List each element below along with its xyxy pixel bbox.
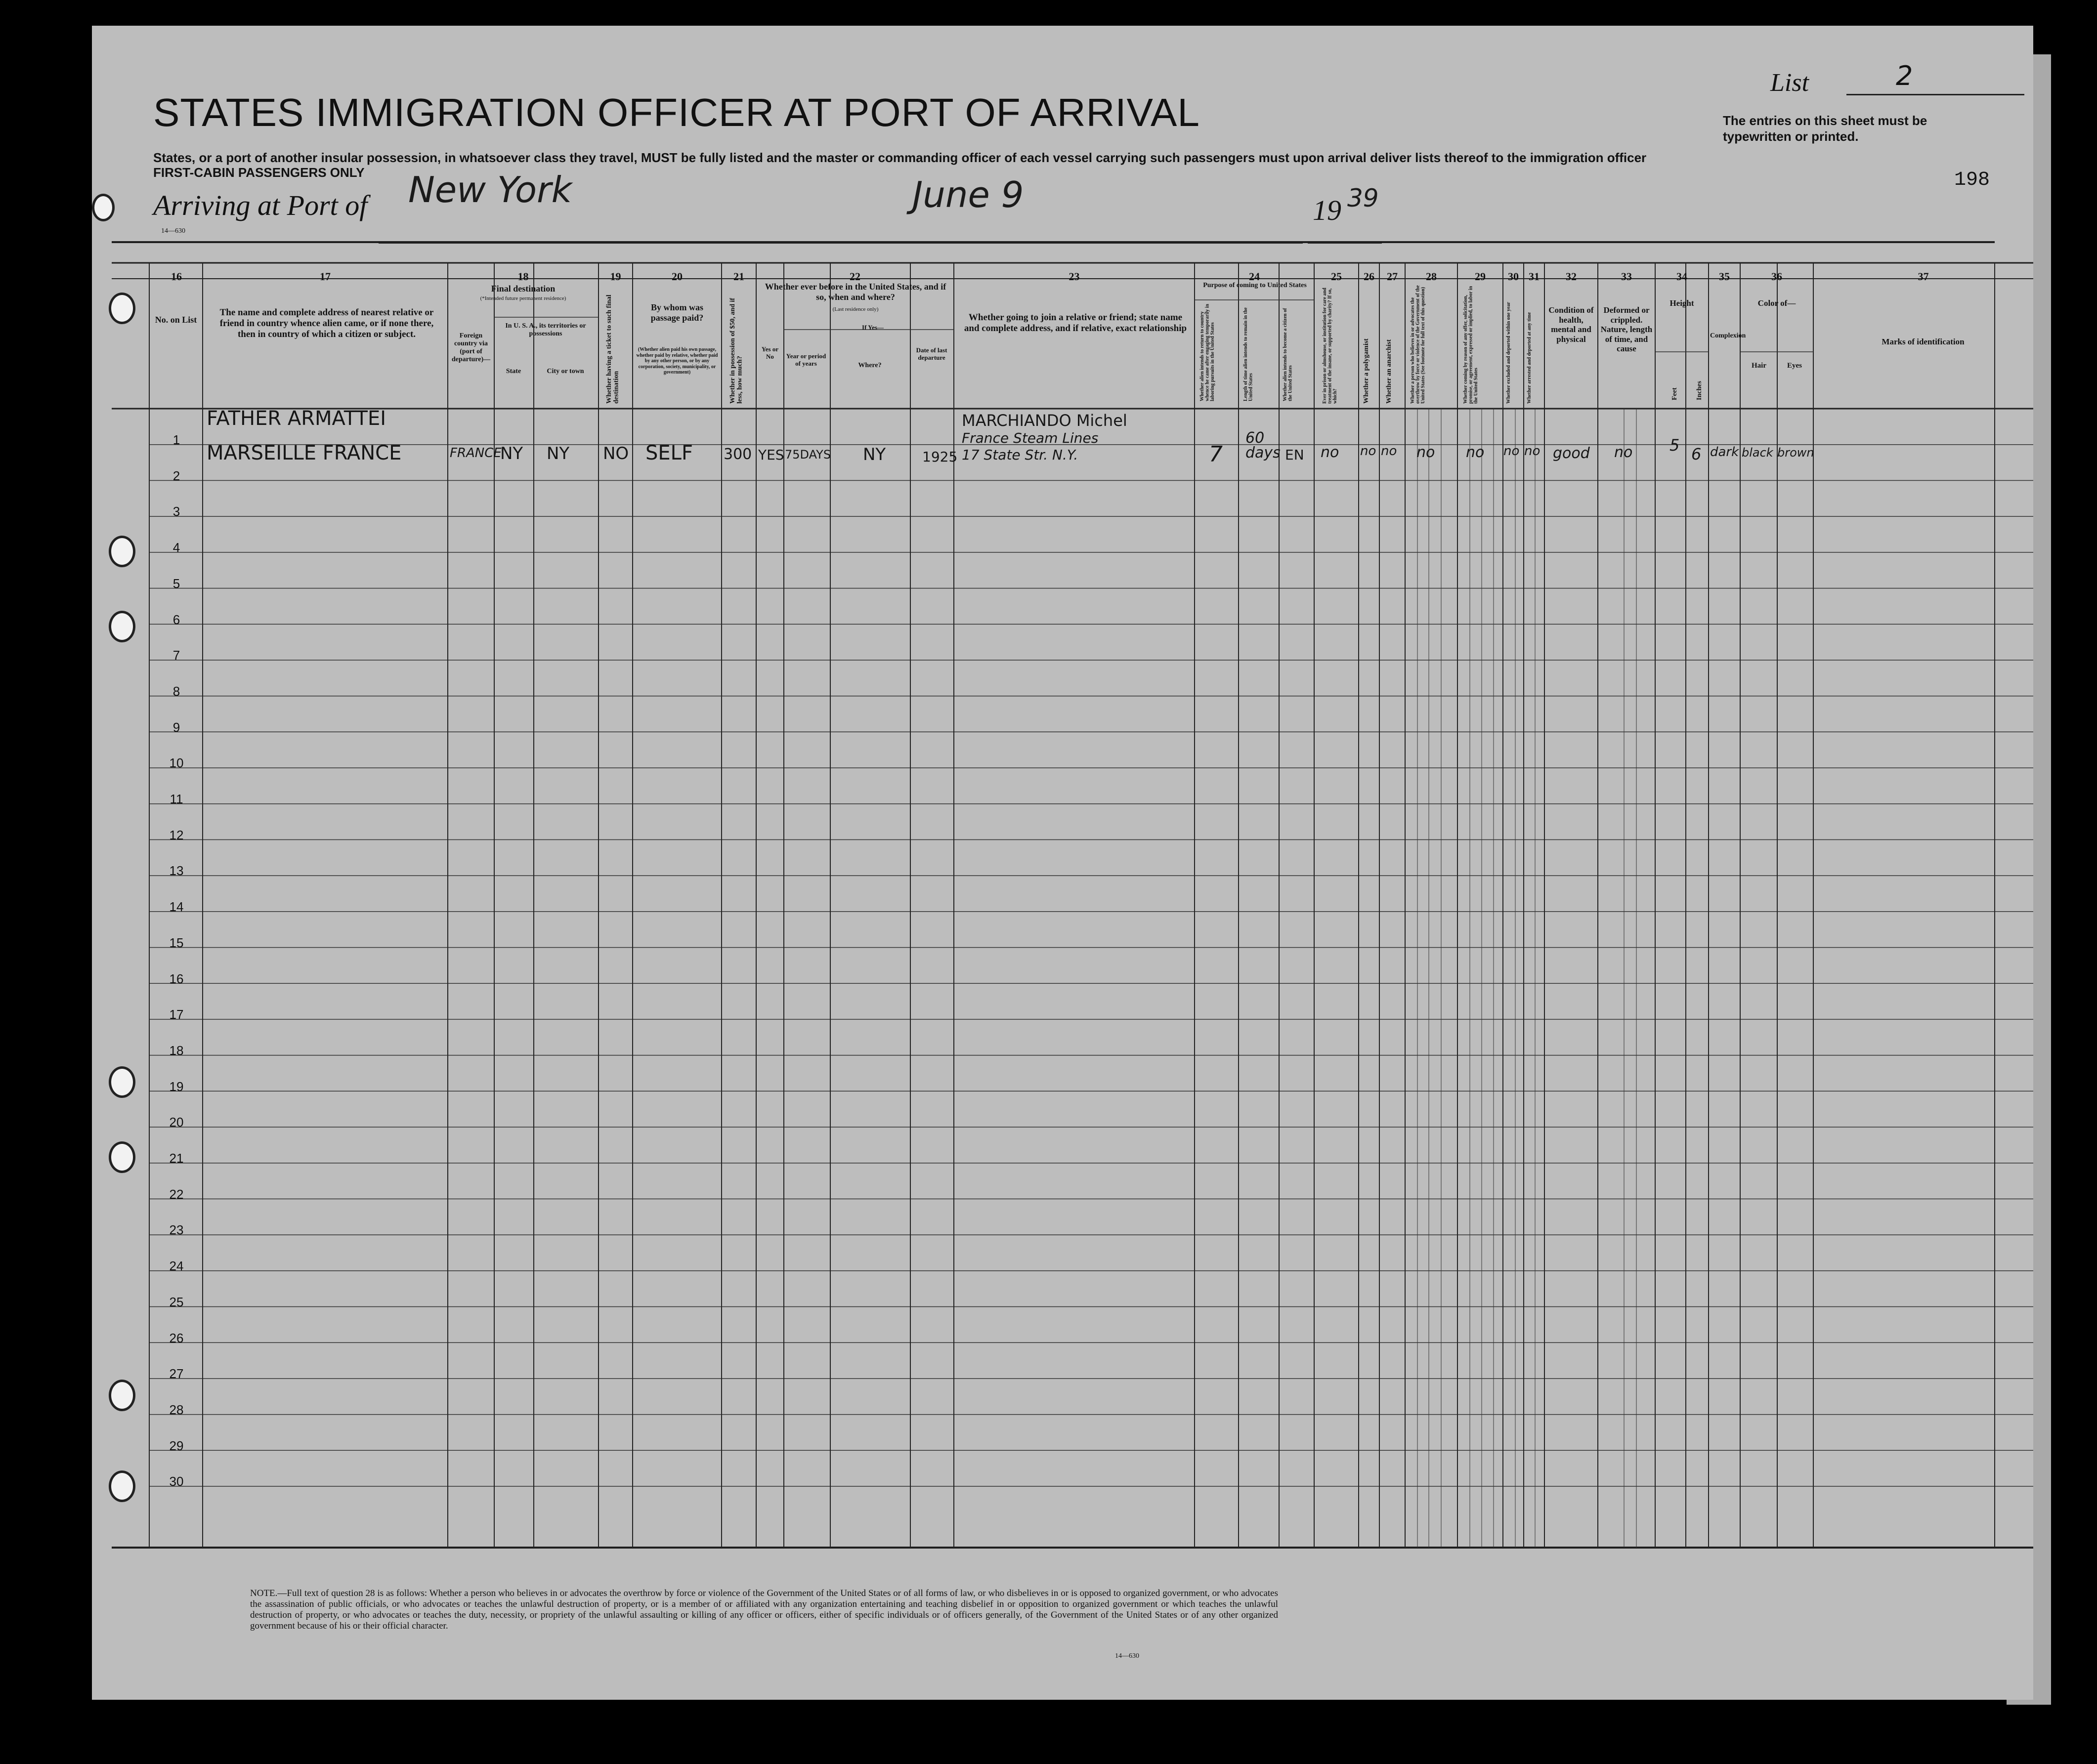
entry-citizen: EN bbox=[1285, 447, 1304, 463]
page-number: 198 bbox=[1954, 169, 1990, 191]
header-hair: Hair bbox=[1752, 362, 1766, 370]
header-ticket: Whether having a ticket to such final destination bbox=[605, 294, 620, 404]
header-health: Condition of health, mental and physical bbox=[1548, 305, 1594, 344]
header-where: Where? bbox=[858, 362, 882, 369]
row-number: 14 bbox=[169, 899, 184, 915]
row-number: 23 bbox=[169, 1222, 184, 1238]
col-number-32: 32 bbox=[1566, 270, 1577, 283]
row-number: 22 bbox=[169, 1186, 184, 1202]
row-number: 28 bbox=[169, 1402, 184, 1417]
header-joining: Whether going to join a relative or friend; state name and complete address, and if relative, exact relationship bbox=[964, 312, 1187, 334]
row-number: 25 bbox=[169, 1294, 184, 1309]
entries-note: The entries on this sheet must be typewritten or printed. bbox=[1723, 113, 1927, 144]
header-feet: Feet bbox=[1671, 387, 1678, 400]
row-number: 26 bbox=[169, 1330, 184, 1345]
entry-before-in-us: YES bbox=[758, 447, 784, 463]
header-overthrow: Whether a person who believes in or advocates the overthrow by force or violence of the Government of the United States (See footnote for full text of this question) bbox=[1410, 285, 1426, 404]
entry-last-departure: 1925 bbox=[922, 449, 958, 465]
header-money: Whether in possession of $50, and if less, how much? bbox=[729, 297, 744, 404]
header-last-departure: Date of last departure bbox=[916, 346, 947, 361]
header-city: City or town bbox=[547, 368, 584, 375]
col-number-17: 17 bbox=[320, 270, 331, 283]
entry-joining-line2: France Steam Lines bbox=[962, 430, 1099, 446]
entry-anarchist: no bbox=[1381, 444, 1397, 459]
header-prison: Ever in prison or almshouse, or institution for care and treatment of the insane, or supported by charity? If so, which? bbox=[1322, 288, 1338, 404]
entry-passage-paid: SELF bbox=[645, 442, 693, 464]
entry-arrested: no bbox=[1524, 444, 1541, 459]
col-number-31: 31 bbox=[1529, 270, 1540, 283]
entry-where: NY bbox=[863, 445, 886, 464]
entry-joining-line1: MARCHIANDO Michel bbox=[962, 411, 1127, 430]
row-number: 7 bbox=[172, 648, 180, 663]
header-arrested: Whether arrested and deported at any time bbox=[1527, 312, 1532, 404]
col-number-26: 26 bbox=[1364, 270, 1374, 283]
header-state: State bbox=[506, 368, 521, 375]
header-length-of-stay: Length of time alien intends to remain in the United States bbox=[1243, 307, 1254, 401]
row-number: 5 bbox=[172, 576, 180, 591]
col-number-35: 35 bbox=[1719, 270, 1730, 283]
header-period: Year or period of years bbox=[786, 352, 826, 367]
header-usa: In U. S. A., its territories or possessions bbox=[505, 322, 586, 338]
entry-overthrow: no bbox=[1416, 444, 1435, 461]
row-number: 30 bbox=[169, 1474, 184, 1489]
row-number: 16 bbox=[169, 971, 184, 986]
col-number-22: 22 bbox=[850, 270, 860, 283]
entry-complexion: dark bbox=[1710, 445, 1739, 460]
row-number: 2 bbox=[172, 468, 180, 483]
entry-prison: no bbox=[1321, 444, 1339, 461]
header-passage-paid-note: (Whether alien paid his own passage, whether paid by relative, whether paid by any other person, or by any corporation, society, municipality, or government) bbox=[636, 347, 718, 375]
year-prefix: 19 bbox=[1313, 194, 1341, 226]
arrival-date: June 9 bbox=[912, 174, 1024, 215]
row-number: 10 bbox=[169, 756, 184, 771]
page-title: STATES IMMIGRATION OFFICER AT PORT OF ARRIVAL bbox=[153, 90, 1200, 134]
row-number: 8 bbox=[172, 683, 180, 699]
manifest-sheet bbox=[92, 26, 2033, 1700]
entry-state: NY bbox=[500, 444, 523, 463]
entry-relative-line2: MARSEILLE FRANCE bbox=[207, 442, 402, 464]
col-number-29: 29 bbox=[1475, 270, 1486, 283]
entry-purpose: 7 bbox=[1209, 442, 1223, 467]
col-number-19: 19 bbox=[610, 270, 621, 283]
header-eyes: Eyes bbox=[1787, 362, 1802, 370]
header-ever-before: Whether ever before in the United States, and if so, when and where? bbox=[765, 282, 946, 302]
row-number: 4 bbox=[172, 540, 180, 555]
list-number: 2 bbox=[1896, 60, 1913, 91]
row-number: 27 bbox=[169, 1366, 184, 1382]
list-label: List bbox=[1770, 69, 1809, 97]
row-number: 19 bbox=[169, 1079, 184, 1094]
col-number-27: 27 bbox=[1387, 270, 1398, 283]
col-number-36: 36 bbox=[1771, 270, 1782, 283]
row-number: 12 bbox=[169, 827, 184, 842]
entry-relative-line1: FATHER ARMATTEI bbox=[207, 407, 386, 430]
row-number: 21 bbox=[169, 1151, 184, 1166]
entry-inches: 6 bbox=[1691, 445, 1702, 463]
header-color-of: Color of— bbox=[1757, 298, 1796, 308]
header-complexion: Complexion bbox=[1710, 332, 1746, 339]
col-number-28: 28 bbox=[1426, 270, 1437, 283]
arriving-label: Arriving at Port of bbox=[153, 189, 368, 221]
entry-hair: black bbox=[1742, 446, 1773, 460]
entry-health: good bbox=[1553, 445, 1590, 462]
header-become-citizen: Whether alien intends to become a citizen of the United States bbox=[1283, 308, 1293, 401]
col-number-25: 25 bbox=[1331, 270, 1342, 283]
entry-joining-line3: 17 State Str. N.Y. bbox=[962, 447, 1078, 463]
header-labor-offer: Whether coming by reason of any offer, solicitation, promise, or agreement, expressed or implied, to labor in the United States bbox=[1463, 286, 1479, 404]
header-yes-no: Yes or No bbox=[761, 345, 779, 360]
header-inches: Inches bbox=[1696, 381, 1703, 400]
form-code: 14—630 bbox=[161, 227, 185, 235]
row-number: 1 bbox=[172, 432, 180, 447]
col-number-34: 34 bbox=[1676, 270, 1687, 283]
entry-feet: 5 bbox=[1669, 436, 1680, 455]
row-number: 20 bbox=[169, 1115, 184, 1130]
entry-ticket: NO bbox=[603, 444, 629, 463]
header-purpose: Purpose of coming to United States bbox=[1203, 282, 1307, 289]
entry-money: 300 bbox=[724, 446, 752, 463]
header-purpose-return: Whether alien intends to return to country whence he came after engaging temporarily in laboring pursuits in the United States bbox=[1199, 304, 1215, 401]
col-number-33: 33 bbox=[1621, 270, 1632, 283]
row-number: 18 bbox=[169, 1043, 184, 1058]
entry-eyes: brown bbox=[1777, 446, 1814, 460]
row-number: 29 bbox=[169, 1438, 184, 1453]
footnote: NOTE.—Full text of question 28 is as follows: Whether a person who believes in or advocates the overthrow by force or violence of the Government of the United States or of all forms of law, or who disbelieves in or is opposed to organized government, or who advocates the assassination of public officials, or who advocates or teaches the unlawful destruction of property, or is a member of or affiliated with any organization entertaining and teaching disbelief in or opposition to organized government or which teaches the unlawful destruction of property, or who advocates or teaches the duty, necessity, or propriety of the unlawful assaulting or killing of any officer or officers, either of specific individuals or of officers generally, of the Government of the United States or of any other organized government because of his or their official character. bbox=[250, 1588, 1278, 1631]
col-number-20: 20 bbox=[672, 270, 683, 283]
header-anarchist: Whether an anarchist bbox=[1385, 339, 1393, 404]
entry-excluded: no bbox=[1503, 444, 1520, 459]
entry-length-of-stay: 60 days bbox=[1245, 429, 1281, 462]
col-number-23: 23 bbox=[1069, 270, 1080, 283]
col-number-30: 30 bbox=[1508, 270, 1519, 283]
entry-polygamist: no bbox=[1360, 444, 1376, 459]
row-number: 9 bbox=[172, 719, 180, 735]
header-no-on-list: No. on List bbox=[155, 315, 197, 325]
header-nearest-relative: The name and complete address of nearest relative or friend in country whence alien came, or if none there, then in country of which a citizen or subject. bbox=[219, 307, 434, 339]
header-foreign-country: Foreign country via (port of departure)— bbox=[451, 332, 491, 364]
header-ever-before-note: (Last residence only) bbox=[832, 306, 879, 312]
header-if-yes: If Yes— bbox=[862, 324, 884, 331]
header-height: Height bbox=[1669, 298, 1694, 308]
entry-city: NY bbox=[547, 444, 570, 463]
col-number-37: 37 bbox=[1918, 270, 1929, 283]
col-number-16: 16 bbox=[171, 270, 182, 283]
port-name: New York bbox=[408, 169, 572, 210]
header-final-destination-note: (*Intended future permanent residence) bbox=[480, 295, 566, 301]
entry-deformed: no bbox=[1614, 444, 1633, 461]
instructions-line: States, or a port of another insular possession, in whatsoever class they travel, MUST be fully listed and the master or commanding officer of each vessel carrying such passengers must upon arrival deliver lists thereof to the immigration officer bbox=[153, 150, 1647, 165]
col-number-21: 21 bbox=[733, 270, 744, 283]
row-number: 13 bbox=[169, 863, 184, 879]
entry-foreign-country: FRANCE bbox=[450, 446, 502, 461]
footer-form-code: 14—630 bbox=[1115, 1652, 1139, 1660]
header-passage-paid: By whom was passage paid? bbox=[650, 302, 704, 323]
col-number-24: 24 bbox=[1249, 270, 1260, 283]
header-final-destination: Final destination bbox=[491, 284, 556, 294]
header-marks: Marks of identification bbox=[1882, 337, 1965, 346]
row-number: 11 bbox=[170, 792, 183, 806]
col-number-18: 18 bbox=[517, 270, 529, 283]
row-number: 17 bbox=[169, 1007, 184, 1022]
row-number: 15 bbox=[169, 935, 184, 950]
header-excluded: Whether excluded and deported within one year bbox=[1506, 302, 1511, 404]
entry-period: 75DAYS bbox=[785, 448, 831, 462]
entry-labor-offer: no bbox=[1466, 444, 1485, 461]
cabin-class-label: FIRST-CABIN PASSENGERS ONLY bbox=[153, 165, 365, 180]
row-number: 24 bbox=[169, 1259, 184, 1274]
row-number: 3 bbox=[172, 504, 180, 519]
header-deformed: Deformed or crippled. Nature, length of time, and cause bbox=[1600, 305, 1653, 354]
row-number: 6 bbox=[172, 612, 180, 627]
header-polygamist: Whether a polygamist bbox=[1363, 338, 1370, 404]
year-suffix: 39 bbox=[1347, 184, 1379, 212]
